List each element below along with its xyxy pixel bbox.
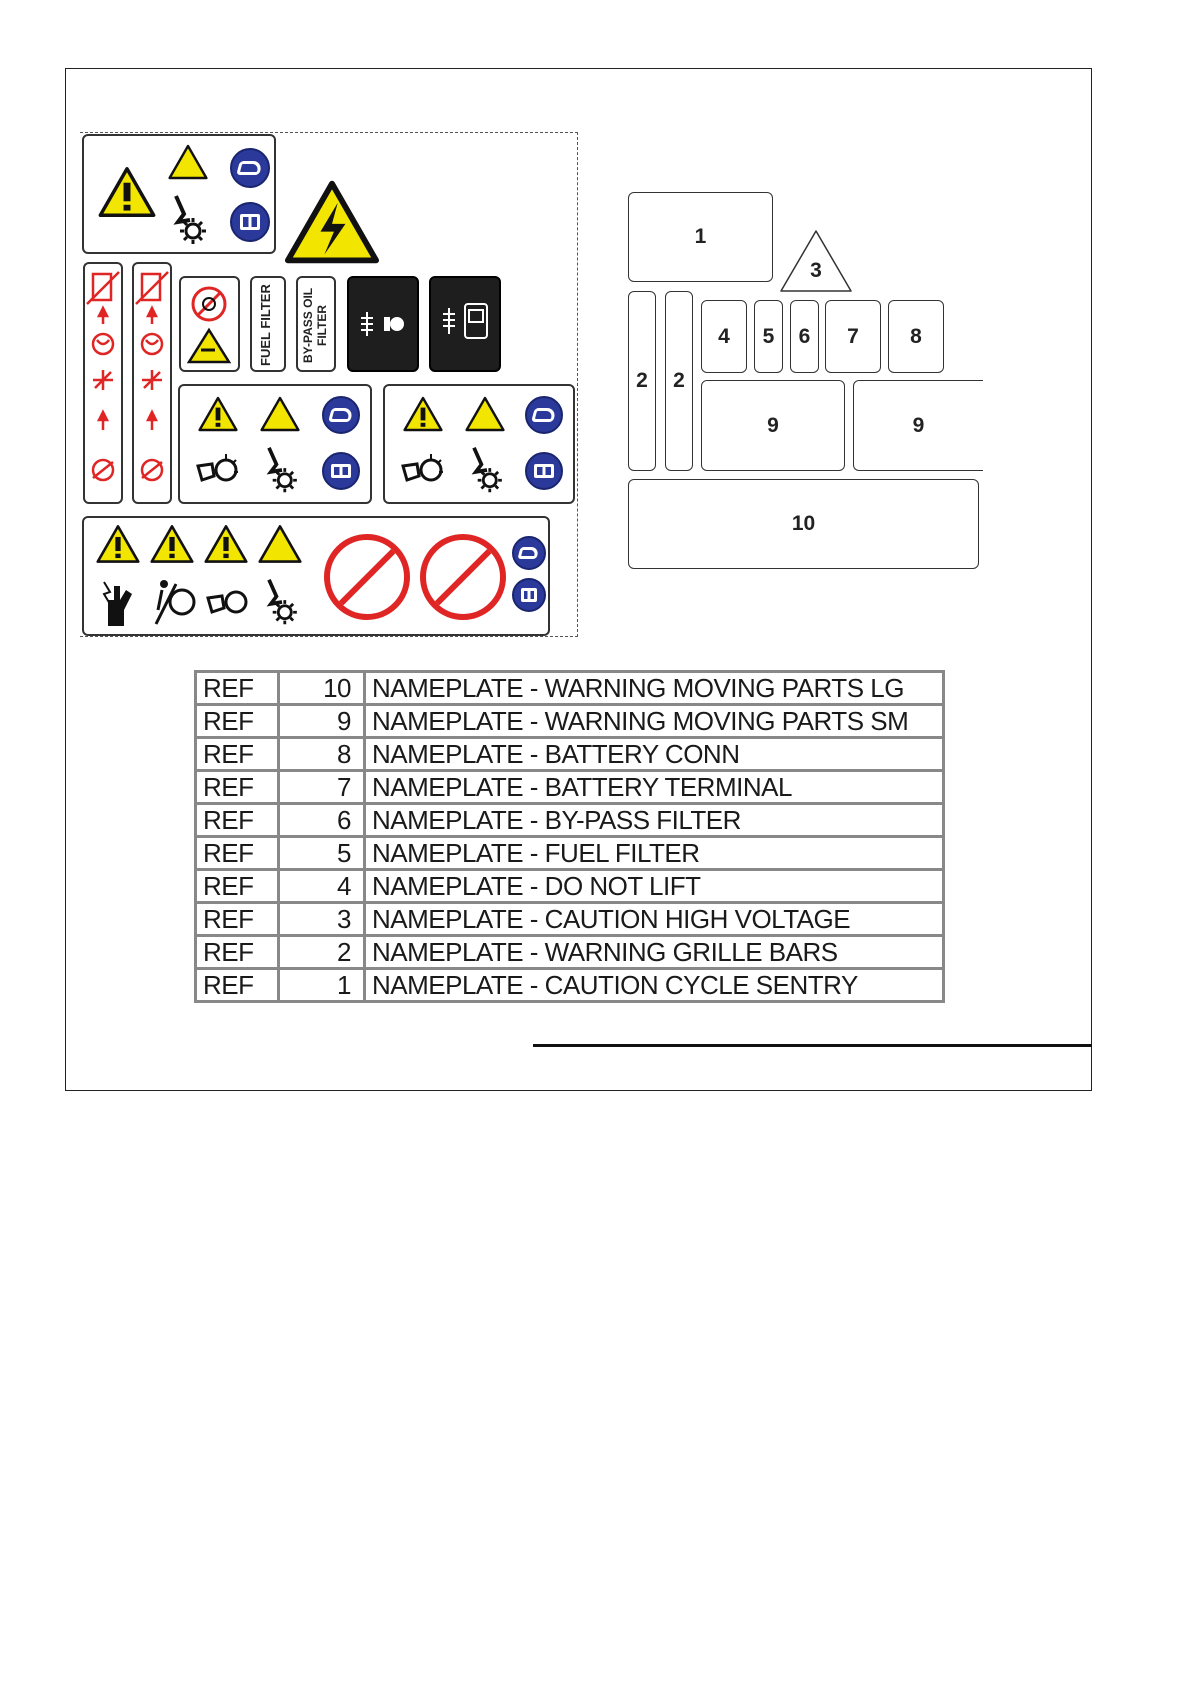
manual-book-icon: [525, 452, 563, 490]
decal-battery-conn: [429, 276, 501, 372]
decal-battery-terminal: [347, 276, 419, 372]
key-triangle-3-label: 3: [810, 259, 822, 282]
bypass-filter-label: BY-PASS OIL FILTER: [301, 287, 329, 363]
key-box-9b: 9: [853, 380, 983, 471]
key-box-1: 1: [628, 192, 773, 282]
hand-fan-icon: [194, 446, 240, 494]
hand-gear-icon: [260, 576, 304, 628]
warning-triangle-icon: [98, 166, 156, 218]
table-row: REF 6 NAMEPLATE - BY-PASS FILTER: [196, 804, 944, 837]
table-underline: [533, 1044, 1092, 1047]
hand-fan-icon: [204, 578, 250, 626]
manual-book-icon: [322, 452, 360, 490]
grille-bars-pictogram: [85, 264, 121, 500]
fuel-filter-label: FUEL FILTER: [258, 284, 273, 366]
hand-fan-icon: [399, 446, 445, 494]
warning-fan-icon: [258, 524, 302, 564]
high-voltage-icon: [284, 178, 380, 266]
key-box-8: 8: [888, 300, 944, 373]
key-box-2b: 2: [665, 291, 693, 471]
auto-start-icon: [525, 396, 563, 434]
decal-moving-parts-sm-2: [383, 384, 575, 504]
warning-fan-icon: [465, 396, 505, 432]
no-operation-closed-icon: [420, 534, 506, 620]
auto-start-icon: [230, 148, 270, 188]
key-box-10: 10: [628, 479, 979, 569]
do-not-lift-pictogram: [181, 278, 238, 370]
key-box-4: 4: [701, 300, 747, 373]
key-box-2a: 2: [628, 291, 656, 471]
decal-moving-parts-sm-1: [178, 384, 372, 504]
decal-bypass-filter: [296, 276, 336, 372]
decal-cycle-sentry: [82, 134, 276, 254]
warning-triangle-icon: [96, 524, 140, 564]
warning-triangle-icon: [150, 524, 194, 564]
manual-book-icon: [512, 578, 546, 612]
hand-gear-icon: [170, 192, 210, 248]
decal-grille-bars-2: [132, 262, 172, 504]
warning-fan-icon: [168, 144, 208, 180]
warning-triangle-icon: [204, 524, 248, 564]
table-row: REF 10 NAMEPLATE - WARNING MOVING PARTS LG: [196, 672, 944, 705]
table-row: REF 9 NAMEPLATE - WARNING MOVING PARTS SM: [196, 705, 944, 738]
table-row: REF 5 NAMEPLATE - FUEL FILTER: [196, 837, 944, 870]
key-box-5: 5: [754, 300, 783, 373]
grille-bars-pictogram: [134, 264, 170, 500]
decal-grille-bars-1: [83, 262, 123, 504]
battery-connector-icon: [431, 278, 499, 370]
key-box-6: 6: [790, 300, 819, 373]
hand-gear-icon: [465, 444, 509, 496]
manual-book-icon: [230, 202, 270, 242]
table-row: REF 1 NAMEPLATE - CAUTION CYCLE SENTRY: [196, 969, 944, 1002]
auto-start-icon: [322, 396, 360, 434]
key-box-7: 7: [825, 300, 881, 373]
table-row: REF 7 NAMEPLATE - BATTERY TERMINAL: [196, 771, 944, 804]
warning-triangle-icon: [403, 396, 443, 432]
decal-fuel-filter: [250, 276, 286, 372]
belt-entanglement-icon: [152, 576, 196, 628]
key-triangle-3: [778, 228, 854, 294]
auto-start-icon: [512, 536, 546, 570]
table-row: REF 8 NAMEPLATE - BATTERY CONN: [196, 738, 944, 771]
warning-fan-icon: [260, 396, 300, 432]
table-row: REF 4 NAMEPLATE - DO NOT LIFT: [196, 870, 944, 903]
decal-moving-parts-lg: [82, 516, 550, 636]
table-row: REF 3 NAMEPLATE - CAUTION HIGH VOLTAGE: [196, 903, 944, 936]
warning-triangle-icon: [198, 396, 238, 432]
electric-hand-icon: [98, 576, 140, 628]
key-box-9a: 9: [701, 380, 845, 471]
no-operation-open-icon: [324, 534, 410, 620]
battery-terminal-icon: [349, 278, 417, 370]
table-row: REF 2 NAMEPLATE - WARNING GRILLE BARS: [196, 936, 944, 969]
hand-gear-icon: [260, 444, 304, 496]
parts-table: [194, 670, 945, 1003]
decal-do-not-lift: [179, 276, 240, 372]
